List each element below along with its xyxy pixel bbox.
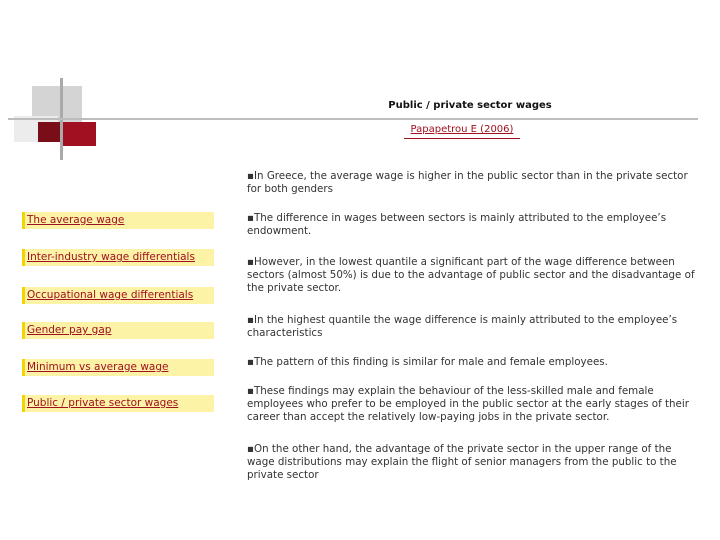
sidebar-item-occupational[interactable]: Occupational wage differentials [22,287,214,304]
sidebar-item-average-wage[interactable]: The average wage [22,212,214,229]
decor-horizontal-line [8,118,698,120]
bullet-text: In Greece, the average wage is higher in the public sector than in the private sector for both genders [247,170,688,195]
bullet-marker: ▪ [247,212,254,224]
bullet-marker: ▪ [247,443,254,455]
bullet-4 [247,356,702,369]
sidebar-item-minimum-wage[interactable]: Minimum vs average wage [22,359,214,376]
bullet-text: In the highest quantile the wage difference is mainly attributed to the employee’s characteristics [247,314,678,339]
bullet-5 [247,385,702,424]
bullet-3 [247,314,702,340]
bullet-marker: ▪ [247,256,254,268]
bullet-marker: ▪ [247,385,254,397]
bullet-text: The difference in wages between sectors is mainly attributed to the employee’s endowment. [247,212,667,237]
bullet-text: On the other hand, the advantage of the private sector in the upper range of the wage distributions may explain the flight of senior managers from the public to the private sector [247,443,677,481]
sidebar-item-gender-pay-gap[interactable]: Gender pay gap [22,322,214,339]
decor-square-darkred [38,122,60,142]
bullet-text: However, in the lowest quantile a significant part of the wage difference between sectors (almost 50%) is due to the advantage of public sector and the disadvantage of the private sector. [247,256,695,294]
bullet-marker: ▪ [247,356,254,368]
bullet-6 [247,443,702,482]
sidebar-item-public-private[interactable]: Public / private sector wages [22,395,214,412]
bullet-marker: ▪ [247,314,254,326]
slide-title: Public / private sector wages [388,100,552,111]
bullet-0 [247,170,702,196]
sidebar-item-inter-industry[interactable]: Inter-industry wage differentials [22,249,214,266]
bullet-2 [247,256,702,295]
bullet-marker: ▪ [247,170,254,182]
reference-link[interactable]: Papapetrou E (2006) [404,122,520,139]
decor-square-red [60,122,96,146]
bullet-text: These findings may explain the behaviour of the less-skilled male and female employees who prefer to be employed in the public sector at the early stages of their career than accept the relatively low-paying jobs in the private sector. [247,385,689,423]
bullet-1 [247,212,702,238]
bullet-text: The pattern of this finding is similar for male and female employees. [253,356,608,368]
